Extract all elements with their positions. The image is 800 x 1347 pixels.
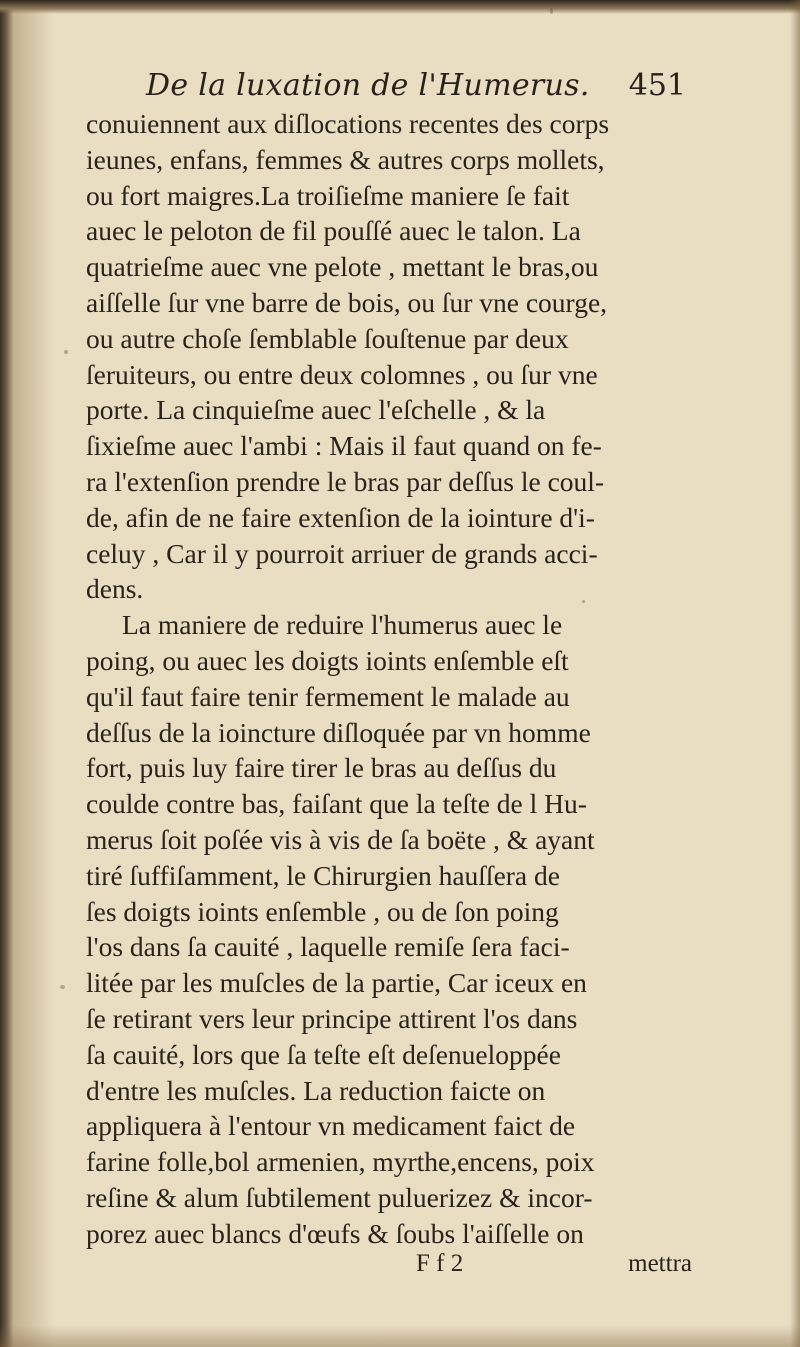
text-line: merus ſoit poſée vis à vis de ſa boëte , & ayant [86,823,595,855]
text-line: ſe retirant vers leur principe attirent l'os dans [86,1002,578,1034]
text-line: d'entre les muſcles. La reduction faicte on [86,1074,546,1106]
text-line: celuy , Car il y pourroit arriuer de grands acci- [86,537,598,569]
text-line: deſſus de la ioincture diſloquée par vn homme [86,716,591,748]
text-line: l'os dans ſa cauité , laquelle remiſe ſera faci- [86,931,570,963]
page-bottom-edge [0,1325,800,1347]
text-line: auec le peloton de fil pouſſé auec le talon. La [86,215,581,247]
paper-speck [550,8,553,14]
paper-speck [64,350,68,354]
text-line: coulde contre bas, faiſant que la teſte de l Hu- [86,788,587,820]
text-line: ou fort maigres.La troiſieſme maniere ſe fait [86,179,570,211]
running-head [146,68,686,108]
text-line: appliquera à l'entour vn medicament faict de [86,1110,576,1142]
text-line: de, afin de ne faire extenſion de la iointure d'i- [86,501,595,533]
text-line: dens. [86,573,144,605]
text-line: fort, puis luy faire tirer le bras au deſſus du [86,752,557,784]
paragraph-start-line: La maniere de reduire l'humerus auec le [122,609,563,641]
text-line: ſes doigts ioints enſemble , ou de ſon poing [86,895,559,927]
text-line: ra l'extenſion prendre le bras par deſſus le coul- [86,465,605,497]
text-line: tiré ſuffiſamment, le Chirurgien hauſſera de [86,859,560,891]
page-footer [86,1250,692,1286]
page-number: 451 [628,68,686,103]
text-line: reſine & alum ſubtilement puluerizez & incor- [86,1181,593,1213]
body-text [86,106,686,1252]
text-line: poing, ou auec les doigts ioints enſemble eſt [86,644,569,676]
signature-mark: F f 2 [416,1250,464,1277]
text-line: conuiennent aux diſlocations recentes des corps [86,108,610,139]
page-right-edge [790,0,800,1347]
text-line: aiſſelle ſur vne barre de bois, ou ſur vne courge, [86,286,608,318]
paper-speck [582,600,585,603]
text-line: porez auec blancs d'œufs & ſoubs l'aiſſelle on [86,1217,584,1249]
text-line: quatrieſme auec vne pelote , mettant le bras,ou [86,251,599,283]
text-line: ieunes, enfans, femmes & autres corps mollets, [86,143,605,175]
text-line: ſeruiteurs, ou entre deux colomnes , ou ſur vne [86,358,598,390]
gutter-shade [14,0,54,1347]
text-line: farine folle,bol armenien, myrthe,encens, poix [86,1146,595,1178]
running-head-title: De la luxation de l'Humerus. [146,68,590,103]
paper-speck [60,985,65,989]
text-line: litée par les muſcles de la partie, Car iceux en [86,967,587,999]
page-top-edge [0,0,800,14]
text-line: ou autre choſe ſemblable ſouſtenue par deux [86,322,569,354]
text-line: porte. La cinquieſme auec l'eſchelle , & la [86,394,546,426]
page-binding-shadow [0,0,14,1347]
text-line: ſixieſme auec l'ambi : Mais il faut quand on fe- [86,430,602,462]
text-line: ſa cauité, lors que ſa teſte eſt deſenueloppée [86,1038,561,1070]
catchword: mettra [628,1250,692,1277]
text-line: qu'il faut faire tenir fermement le malade au [86,680,570,712]
